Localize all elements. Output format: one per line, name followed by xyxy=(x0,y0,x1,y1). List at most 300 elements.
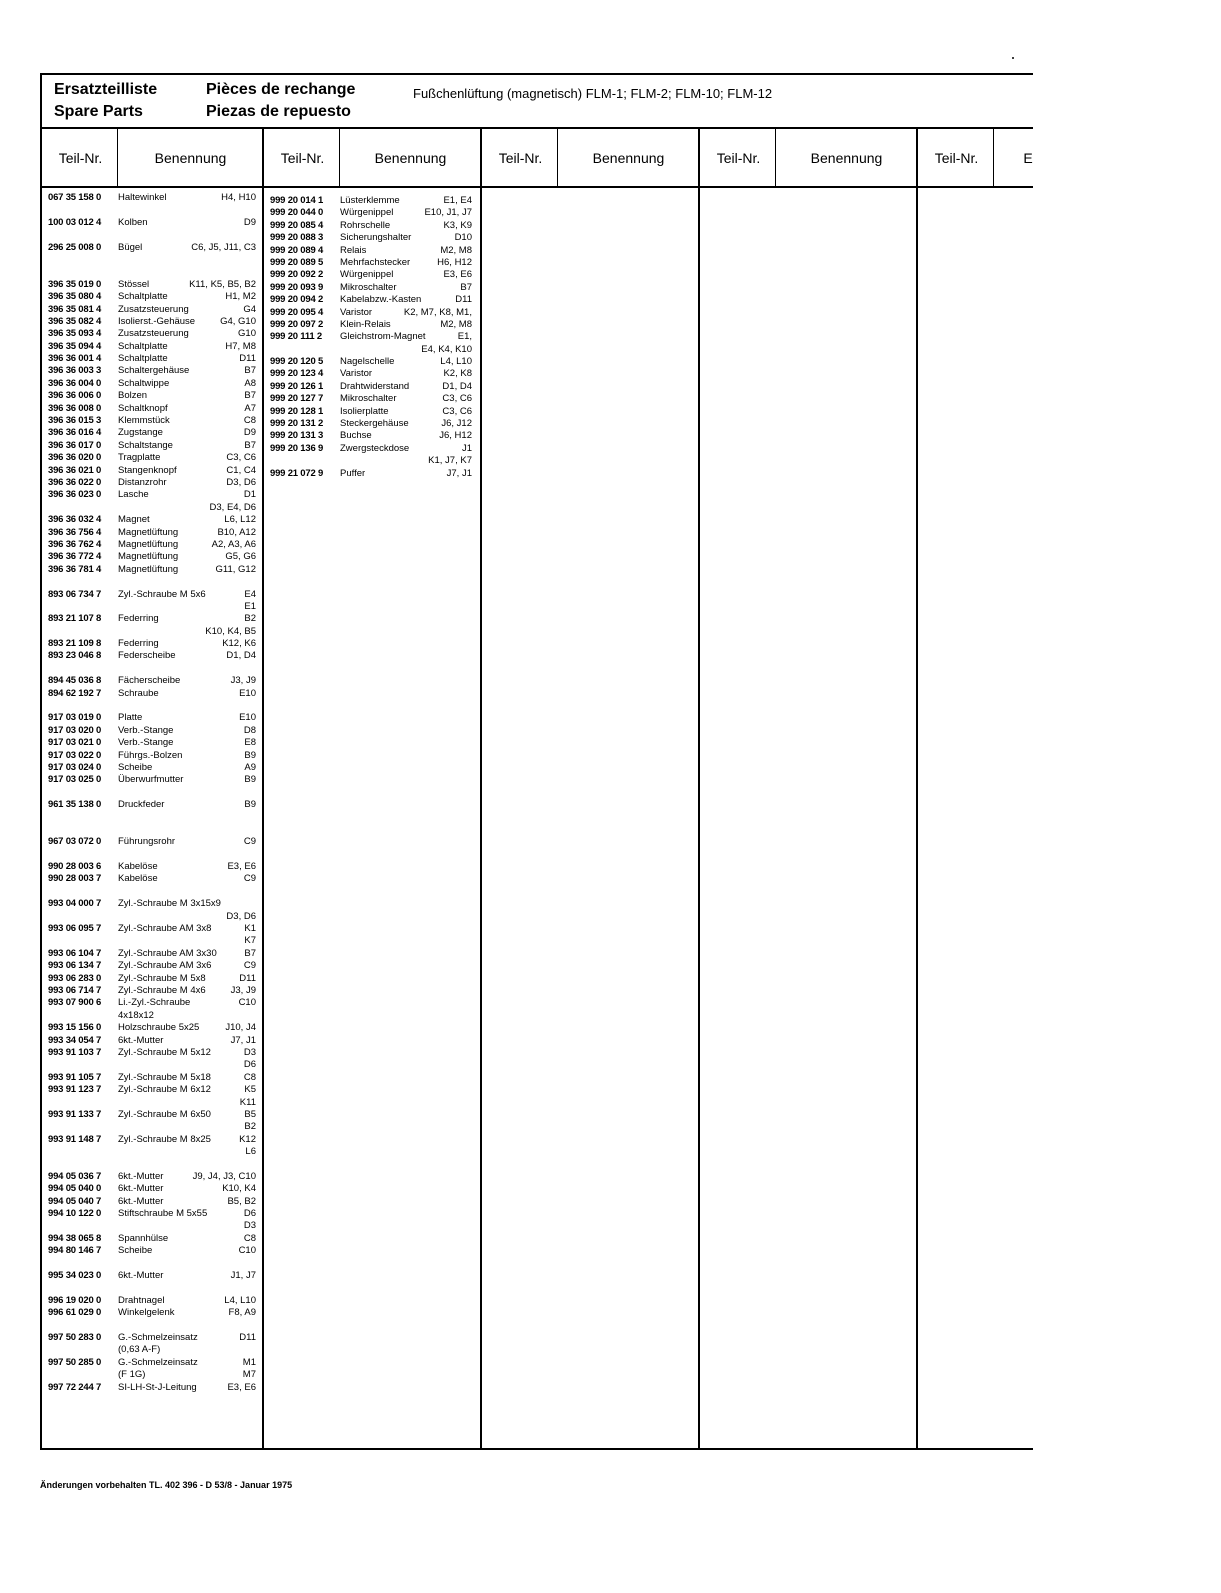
part-number: 994 05 036 7 xyxy=(48,1170,102,1182)
top-rule xyxy=(40,73,1033,75)
part-location: K12 xyxy=(239,1133,256,1145)
part-row xyxy=(48,1369,256,1381)
part-location: D11 xyxy=(239,353,256,365)
spacer xyxy=(48,824,256,836)
part-number: 999 20 089 5 xyxy=(270,256,324,268)
part-name: Distanzrohr xyxy=(118,476,167,488)
part-row xyxy=(48,1035,256,1047)
part-location: H1, M2 xyxy=(225,291,256,303)
part-name: Sicherungshalter xyxy=(340,232,412,244)
part-row xyxy=(48,898,256,910)
part-number: 993 06 104 7 xyxy=(48,947,102,959)
part-row xyxy=(48,1233,256,1245)
header-rule xyxy=(40,127,1033,129)
part-location: B7 xyxy=(244,390,256,402)
part-row xyxy=(48,1084,256,1096)
part-name: Verb.-Stange xyxy=(118,724,174,736)
part-location: E3, E6 xyxy=(227,861,256,873)
block1-border xyxy=(262,127,264,1450)
parts-list-column-2 xyxy=(270,195,472,480)
part-row xyxy=(48,353,256,365)
part-row xyxy=(48,1220,256,1232)
part-name: Platte xyxy=(118,712,143,724)
spacer xyxy=(48,229,256,241)
part-name: Zyl.-Schraube M 5x18 xyxy=(118,1071,211,1083)
part-number: 994 38 065 8 xyxy=(48,1232,102,1244)
col-teilnr-3: Teil-Nr. xyxy=(498,150,543,166)
part-row xyxy=(48,304,256,316)
part-row xyxy=(48,923,256,935)
part-number: 396 35 093 4 xyxy=(48,328,102,340)
part-number: 100 03 012 4 xyxy=(48,216,102,228)
part-name: Scheibe xyxy=(118,1245,153,1257)
part-name: Zyl.-Schraube AM 3x30 xyxy=(118,947,217,959)
part-name: Zyl.-Schraube M 6x12 xyxy=(118,1084,211,1096)
part-row xyxy=(48,601,256,613)
part-location: E10 xyxy=(239,712,256,724)
part-number: 894 62 192 7 xyxy=(48,687,102,699)
part-row xyxy=(270,406,472,418)
part-number: 993 06 283 0 xyxy=(48,972,102,984)
part-number: 396 36 003 3 xyxy=(48,365,102,377)
part-name: Rohrschelle xyxy=(340,219,391,231)
part-number: 993 07 900 6 xyxy=(48,997,102,1009)
part-name: Gleichstrom-Magnet xyxy=(340,331,426,343)
part-row xyxy=(48,626,256,638)
part-name: Schaltknopf xyxy=(118,402,168,414)
part-name: Druckfeder xyxy=(118,799,165,811)
part-number: 993 91 103 7 xyxy=(48,1046,102,1058)
part-name: Nagelschelle xyxy=(340,356,395,368)
part-name: Zyl.-Schraube M 6x50 xyxy=(118,1108,211,1120)
part-name: 4x18x12 xyxy=(118,1009,154,1021)
part-row xyxy=(48,1134,256,1146)
part-name: Bügel xyxy=(118,241,143,253)
part-location: K7 xyxy=(244,935,256,947)
part-row xyxy=(48,341,256,353)
part-row xyxy=(270,232,472,244)
part-name: Stangenknopf xyxy=(118,464,177,476)
footer-note: Änderungen vorbehalten TL. 402 396 - D 53/8 - Januar 1975 xyxy=(40,1480,293,1490)
part-number: 999 20 136 9 xyxy=(270,442,324,454)
part-row xyxy=(48,192,256,204)
part-row xyxy=(270,282,472,294)
part-row xyxy=(48,452,256,464)
part-name: Magnetlüftung xyxy=(118,551,179,563)
part-name: Zyl.-Schraube M 4x6 xyxy=(118,985,206,996)
part-number: 993 15 156 0 xyxy=(48,1022,102,1034)
part-name: Lasche xyxy=(118,489,149,501)
part-number: 917 03 024 0 xyxy=(48,761,102,773)
part-name: Klein-Relais xyxy=(340,318,391,330)
part-row xyxy=(48,1146,256,1158)
part-row xyxy=(48,279,256,291)
part-row xyxy=(270,381,472,393)
part-row xyxy=(270,468,472,480)
part-location: L6, L12 xyxy=(224,514,256,526)
part-number: 067 35 158 0 xyxy=(48,192,102,203)
part-row xyxy=(48,1382,256,1394)
part-location: G11, G12 xyxy=(215,563,256,575)
part-location: D3 xyxy=(243,1220,256,1232)
title-spanish: Piezas de repuesto xyxy=(206,103,351,120)
part-row xyxy=(48,403,256,415)
part-number: 994 80 146 7 xyxy=(48,1245,102,1257)
block4-border xyxy=(916,127,918,1450)
part-location: D3, D6 xyxy=(226,910,256,922)
part-location: E3, E6 xyxy=(443,269,472,281)
part-number: 396 36 022 0 xyxy=(48,476,102,488)
part-name: Kolben xyxy=(118,216,148,228)
part-row xyxy=(48,465,256,477)
spacer xyxy=(48,1320,256,1332)
part-name: Klemmstück xyxy=(118,415,170,427)
part-location: E1, E4 xyxy=(443,195,472,206)
part-name: Schaltstange xyxy=(118,439,173,451)
part-location: A7 xyxy=(244,402,256,414)
part-name: Varistor xyxy=(340,368,373,380)
part-location: K12, K6 xyxy=(222,638,256,650)
part-name: Zyl.-Schraube M 5x8 xyxy=(118,972,206,984)
part-row xyxy=(48,1171,256,1183)
part-location: C3, C6 xyxy=(442,405,472,417)
part-location: J7, J1 xyxy=(230,1034,256,1046)
part-row xyxy=(48,1097,256,1109)
part-row xyxy=(48,960,256,972)
part-location: B9 xyxy=(244,774,256,786)
part-location: A2, A3, A6 xyxy=(211,538,256,550)
part-name: Verb.-Stange xyxy=(118,737,174,749)
part-number: 990 28 003 7 xyxy=(48,873,102,885)
part-location: E4 xyxy=(244,588,256,600)
part-row xyxy=(48,365,256,377)
part-number: 996 61 029 0 xyxy=(48,1307,102,1319)
part-location: K1 xyxy=(244,923,256,935)
part-location: G4, G10 xyxy=(220,315,256,327)
part-location: D1 xyxy=(243,489,256,501)
part-row xyxy=(48,564,256,576)
part-number: 999 20 093 9 xyxy=(270,281,324,293)
part-number: 999 20 126 1 xyxy=(270,380,324,392)
block2-border xyxy=(480,127,482,1450)
part-number: 999 20 044 0 xyxy=(270,207,324,219)
spacer xyxy=(48,787,256,799)
part-row xyxy=(48,1344,256,1356)
part-number: 396 36 006 0 xyxy=(48,390,102,402)
part-row xyxy=(48,477,256,489)
part-name: Zyl.-Schraube AM 3x6 xyxy=(118,960,212,972)
part-name: Magnet xyxy=(118,514,150,526)
part-location: E3, E6 xyxy=(227,1381,256,1393)
part-location: K5 xyxy=(244,1084,256,1096)
part-location: L4, L10 xyxy=(224,1294,256,1306)
part-number: 993 06 714 7 xyxy=(48,985,102,996)
part-number: 893 23 046 8 xyxy=(48,650,102,662)
spacer xyxy=(48,254,256,266)
part-location: B10, A12 xyxy=(217,526,256,538)
part-location: C8 xyxy=(243,1071,256,1083)
part-row xyxy=(48,675,256,687)
part-number: 993 34 054 7 xyxy=(48,1034,102,1046)
part-location: J6, J12 xyxy=(441,418,472,430)
part-number: 994 05 040 0 xyxy=(48,1183,102,1195)
part-name: Würgenippel xyxy=(340,207,394,219)
part-row xyxy=(48,242,256,254)
part-row xyxy=(48,638,256,650)
part-row xyxy=(270,207,472,219)
title-english: Spare Parts xyxy=(54,103,143,120)
part-location: J3, J9 xyxy=(230,985,256,996)
part-number: 396 36 023 0 xyxy=(48,489,102,501)
part-location: A9 xyxy=(244,761,256,773)
part-location: C9 xyxy=(243,960,256,972)
spacer xyxy=(48,849,256,861)
part-number: 893 21 107 8 xyxy=(48,613,102,625)
part-location: H7, M8 xyxy=(225,340,256,352)
part-row xyxy=(48,1022,256,1034)
part-row xyxy=(48,489,256,501)
part-number: 396 36 032 4 xyxy=(48,514,102,526)
part-number: 993 06 134 7 xyxy=(48,960,102,972)
part-number: 917 03 022 0 xyxy=(48,749,102,761)
part-name: Fächerscheibe xyxy=(118,675,181,687)
part-name: Li.-Zyl.-Schraube xyxy=(118,997,191,1009)
part-location: D3 xyxy=(243,1046,256,1058)
part-number: 999 20 127 7 xyxy=(270,393,324,405)
part-location: K1, J7, K7 xyxy=(428,455,472,467)
part-location: D11 xyxy=(455,294,472,306)
product-subject: Fußchenlüftung (magnetisch) FLM-1; FLM-2; FLM-10; FLM-12 xyxy=(413,86,773,101)
title-german: Ersatzteilliste xyxy=(54,81,158,98)
part-row xyxy=(270,307,472,319)
part-location: L6 xyxy=(245,1146,256,1158)
part-row xyxy=(270,344,472,356)
part-row xyxy=(48,291,256,303)
part-number: 999 20 097 2 xyxy=(270,318,324,330)
part-row xyxy=(270,368,472,380)
part-name: Schaltergehäuse xyxy=(118,365,190,377)
spacer xyxy=(48,812,256,824)
part-name: Zyl.-Schraube AM 3x8 xyxy=(118,923,212,935)
part-location: C3, C6 xyxy=(442,393,472,405)
part-location: J7, J1 xyxy=(446,467,472,479)
part-number: 894 45 036 8 xyxy=(48,675,102,687)
part-location: C8 xyxy=(243,415,256,427)
part-location: D9 xyxy=(243,427,256,439)
part-name: Kabelöse xyxy=(118,873,158,885)
part-row xyxy=(48,799,256,811)
part-location: D1, D4 xyxy=(226,650,256,662)
part-number: 996 19 020 0 xyxy=(48,1294,102,1306)
part-location: C9 xyxy=(243,836,256,848)
part-number: 993 04 000 7 xyxy=(48,898,102,910)
part-location: E10, J1, J7 xyxy=(424,207,472,219)
part-row xyxy=(48,1332,256,1344)
part-number: 917 03 021 0 xyxy=(48,737,102,749)
part-row xyxy=(48,316,256,328)
part-name: Schaltplatte xyxy=(118,291,168,303)
block3-border xyxy=(698,127,700,1450)
col-teilnr-5: Teil-Nr. xyxy=(934,150,979,166)
part-location: D6 xyxy=(243,1208,256,1220)
part-number: 999 20 131 3 xyxy=(270,430,324,442)
part-row xyxy=(270,294,472,306)
part-name: 6kt.-Mutter xyxy=(118,1195,164,1207)
part-row xyxy=(48,1245,256,1257)
part-name: Spannhülse xyxy=(118,1232,169,1244)
part-number: 396 36 017 0 xyxy=(48,439,102,451)
spacer xyxy=(48,663,256,675)
part-location: E8 xyxy=(244,737,256,749)
part-name: Zyl.-Schraube M 8x25 xyxy=(118,1133,211,1145)
part-number: 893 06 734 7 xyxy=(48,588,102,600)
part-location: D10 xyxy=(454,232,472,244)
spacer xyxy=(48,1158,256,1170)
part-row xyxy=(48,1072,256,1084)
part-name: Scheibe xyxy=(118,761,153,773)
part-number: 396 35 082 4 xyxy=(48,315,102,327)
part-name: Isolierplatte xyxy=(340,405,389,417)
left-border xyxy=(40,73,42,1450)
part-name: 6kt.-Mutter xyxy=(118,1183,164,1195)
part-row xyxy=(48,415,256,427)
part-row xyxy=(270,418,472,430)
part-name: Zugstange xyxy=(118,427,163,439)
part-row xyxy=(48,688,256,700)
col-teilnr-2: Teil-Nr. xyxy=(280,150,325,166)
part-name: Federring xyxy=(118,613,159,625)
part-number: 396 36 781 4 xyxy=(48,563,102,575)
part-name: Kabelöse xyxy=(118,861,158,873)
part-row xyxy=(270,356,472,368)
part-location: K10, K4, B5 xyxy=(205,625,256,637)
part-number: 997 50 283 0 xyxy=(48,1331,102,1343)
part-number: 396 35 081 4 xyxy=(48,303,102,315)
part-name: Schaltplatte xyxy=(118,340,168,352)
part-row xyxy=(48,539,256,551)
part-location: M1 xyxy=(242,1356,256,1368)
part-name: Kabelabzw.-Kasten xyxy=(340,294,422,306)
part-row xyxy=(48,997,256,1009)
part-number: 396 35 080 4 xyxy=(48,291,102,303)
part-number: 917 03 019 0 xyxy=(48,712,102,724)
part-location: B7 xyxy=(460,281,472,293)
part-location: C3, C6 xyxy=(226,452,256,464)
part-row xyxy=(48,502,256,514)
part-location: B7 xyxy=(244,365,256,377)
part-number: 997 72 244 7 xyxy=(48,1381,102,1393)
part-row xyxy=(48,750,256,762)
part-location: D1, D4 xyxy=(442,380,472,392)
part-name: Bolzen xyxy=(118,390,148,402)
part-location: C6, J5, J11, C3 xyxy=(191,241,256,253)
part-row xyxy=(270,245,472,257)
part-location: C10 xyxy=(238,1245,256,1257)
part-location: B9 xyxy=(244,799,256,811)
part-location: C1, C4 xyxy=(226,464,256,476)
part-name: Stiftschraube M 5x55 xyxy=(118,1208,208,1220)
part-name: Zwergsteckdose xyxy=(340,442,410,454)
part-name: Federring xyxy=(118,638,159,650)
part-row xyxy=(48,935,256,947)
col-benennung-4: Benennung xyxy=(810,150,883,166)
part-location: B2 xyxy=(244,613,256,625)
part-name: Puffer xyxy=(340,467,366,479)
part-number: 396 36 756 4 xyxy=(48,526,102,538)
part-row xyxy=(270,331,472,343)
part-row xyxy=(270,195,472,207)
part-location: E4, K4, K10 xyxy=(421,343,472,355)
part-name: Mehrfachstecker xyxy=(340,256,411,268)
part-location: B2 xyxy=(244,1121,256,1133)
part-row xyxy=(270,430,472,442)
part-row xyxy=(48,836,256,848)
part-name: Isolierst.-Gehäuse xyxy=(118,315,196,327)
part-name: Drahtwiderstand xyxy=(340,380,410,392)
part-number: 999 20 120 5 xyxy=(270,356,324,368)
part-location: B7 xyxy=(244,439,256,451)
part-row xyxy=(48,613,256,625)
part-location: E1, xyxy=(457,331,472,343)
part-number: 917 03 025 0 xyxy=(48,774,102,786)
part-location: M2, M8 xyxy=(440,244,472,256)
part-location: G10 xyxy=(238,328,256,340)
part-name: Zusatzsteuerung xyxy=(118,328,189,340)
part-number: 999 20 089 4 xyxy=(270,244,324,256)
part-row xyxy=(48,440,256,452)
part-location: D3, D6 xyxy=(226,476,256,488)
part-location: D9 xyxy=(243,216,256,228)
spacer xyxy=(48,576,256,588)
part-row xyxy=(48,328,256,340)
part-number: 999 21 072 9 xyxy=(270,467,324,479)
part-location: C10 xyxy=(238,997,256,1009)
part-number: 999 20 094 2 xyxy=(270,294,324,306)
part-name: Relais xyxy=(340,244,367,256)
part-name: Holzschraube 5x25 xyxy=(118,1022,200,1034)
col-benennung-3: Benennung xyxy=(592,150,665,166)
col-teilnr-1: Teil-Nr. xyxy=(58,150,103,166)
part-location: J10, J4 xyxy=(225,1022,256,1034)
parts-list-column-1 xyxy=(48,192,256,1394)
part-name: Führgs.-Bolzen xyxy=(118,749,183,761)
spacer xyxy=(48,266,256,278)
part-number: 993 06 095 7 xyxy=(48,923,102,935)
part-row xyxy=(48,861,256,873)
spacer xyxy=(48,1258,256,1270)
part-name: Führungsrohr xyxy=(118,836,176,848)
part-row xyxy=(48,514,256,526)
part-row xyxy=(48,1183,256,1195)
col-benennung-2: Benennung xyxy=(374,150,447,166)
part-row xyxy=(270,319,472,331)
spacer xyxy=(48,1282,256,1294)
part-number: 967 03 072 0 xyxy=(48,836,102,848)
part-name: Zyl.-Schraube M 3x15x9 xyxy=(118,898,221,910)
part-row xyxy=(48,1109,256,1121)
part-location: D6 xyxy=(243,1059,256,1071)
part-location: K11 xyxy=(239,1096,256,1108)
part-number: 993 91 148 7 xyxy=(48,1133,102,1145)
part-name: Stössel xyxy=(118,278,150,290)
part-row xyxy=(48,762,256,774)
part-location: G5, G6 xyxy=(225,551,256,563)
part-name: Schraube xyxy=(118,687,159,699)
part-name: Lüsterklemme xyxy=(340,195,400,206)
part-number: 999 20 111 2 xyxy=(270,331,323,343)
spacer xyxy=(48,886,256,898)
part-location: H4, H10 xyxy=(221,192,256,203)
